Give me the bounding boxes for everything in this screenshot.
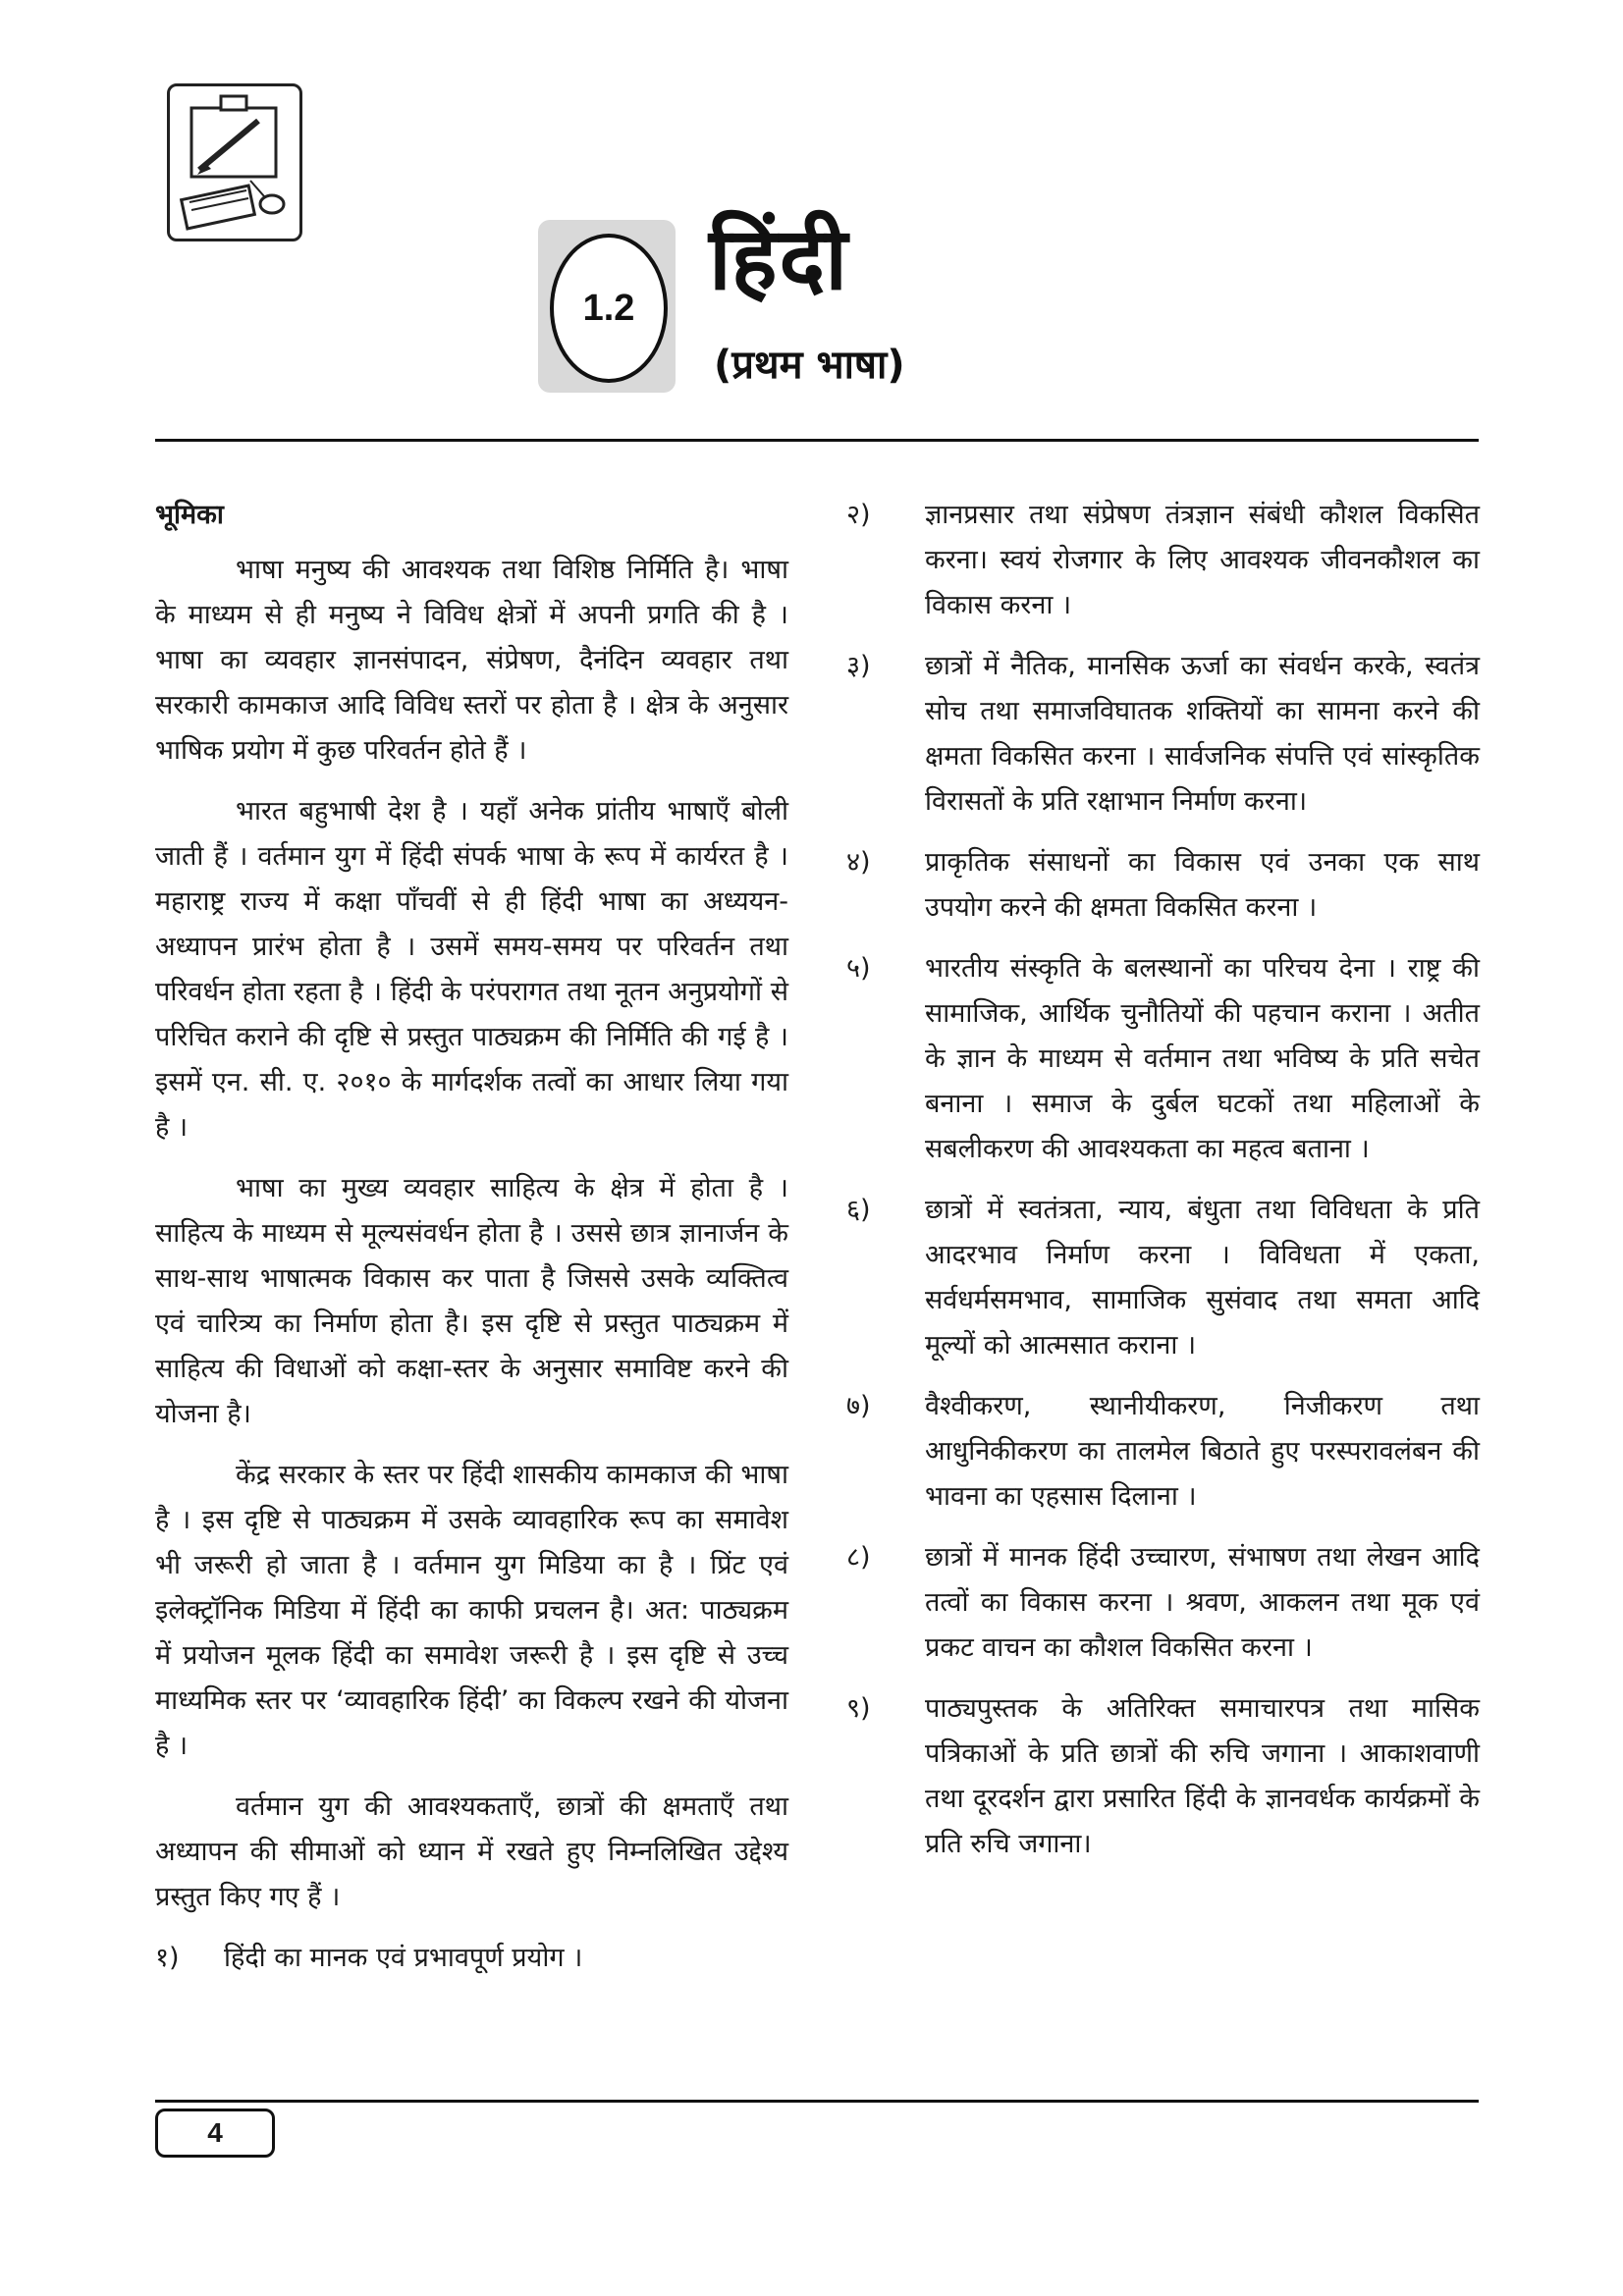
objective-number: ५) [846,953,871,984]
objective-number: १) [155,1943,180,1973]
bottom-divider [155,2100,1479,2103]
objective-text: भारतीय संस्कृति के बलस्थानों का परिचय देना । राष्ट्र की सामाजिक, आर्थिक चुनौतियों की पहचान कराना । अतीत के ज्ञान के माध्यम से वर्तमान तथा भविष्य के प्रति सचेत बनाना । समाज के दुर्बल घटकों तथा महिलाओं के सबलीकरण की आवश्यकता का महत्व बताना । [925,953,1480,1164]
objective-text: हिंदी का मानक एवं प्रभावपूर्ण प्रयोग । [224,1943,583,1973]
objective-item [846,840,1480,931]
chapter-number: 1.2 [582,287,635,329]
chapter-badge [538,220,676,393]
objective-number: ९) [846,1693,871,1724]
objective-item [846,1535,1480,1671]
left-column [155,493,788,1997]
objective-number: ४) [846,847,871,878]
chapter-circle [550,234,668,383]
page-title: हिंदी [709,208,850,309]
computer-board-icon [167,83,302,241]
objective-item [846,1188,1480,1368]
objective-text: छात्रों में नैतिक, मानसिक ऊर्जा का संवर्धन करके, स्वतंत्र सोच तथा समाजविघातक शक्तियों का सामना करने की क्षमता विकसित करना । सार्वजनिक संपत्ति एवं सांस्कृतिक विरासतों के प्रति रक्षाभान निर्माण करना। [925,651,1480,817]
objective-number: ७) [846,1391,871,1421]
page-number: 4 [207,2117,223,2148]
objective-item [846,493,1480,628]
top-divider [155,439,1479,442]
objective-item [155,1936,788,1981]
objective-text: प्राकृतिक संसाधनों का विकास एवं उनका एक साथ उपयोग करने की क्षमता विकसित करना । [925,847,1480,923]
objective-number: ८) [846,1542,871,1573]
objective-item [846,1384,1480,1520]
intro-paragraph-5: वर्तमान युग की आवश्यकताएँ, छात्रों की क्षमताएँ तथा अध्यापन की सीमाओं को ध्यान में रखते हुए निम्नलिखित उद्देश्य प्रस्तुत किए गए हैं । [155,1791,788,1912]
page-subtitle: (प्रथम भाषा) [714,343,905,388]
objective-number: ३) [846,651,871,681]
intro-paragraph-1: भाषा मनुष्य की आवश्यक तथा विशिष्ठ निर्मिति है। भाषा के माध्यम से ही मनुष्य ने विविध क्षेत्रों में अपनी प्रगति की है । भाषा का व्यवहार ज्ञानसंपादन, संप्रेषण, दैनंदिन व्यवहार तथा सरकारी कामकाज आदि विविध स्तरों पर होता है । क्षेत्र के अनुसार भाषिक प्रयोग में कुछ परिवर्तन होते हैं । [155,555,788,766]
section-heading: भूमिका [155,500,224,530]
objective-text: छात्रों में मानक हिंदी उच्चारण, संभाषण तथा लेखन आदि तत्वों का विकास करना । श्रवण, आकलन तथा मूक एवं प्रकट वाचन का कौशल विकसित करना । [925,1542,1480,1663]
intro-paragraph-2: भारत बहुभाषी देश है । यहाँ अनेक प्रांतीय भाषाएँ बोली जाती हैं । वर्तमान युग में हिंदी संपर्क भाषा के रूप में कार्यरत है । महाराष्ट्र राज्य में कक्षा पाँचवीं से ही हिंदी भाषा का अध्ययन-अध्यापन प्रारंभ होता है । उसमें समय-समय पर परिवर्तन तथा परिवर्धन होता रहता है । हिंदी के परंपरागत तथा नूतन अनुप्रयोगों से परिचित कराने की दृष्टि से प्रस्तुत पाठ्यक्रम की निर्मिति की गई है । इसमें एन. सी. ए. २०१० के मार्गदर्शक तत्वों का आधार लिया गया है । [155,796,788,1143]
objective-text: ज्ञानप्रसार तथा संप्रेषण तंत्रज्ञान संबंधी कौशल विकसित करना। स्वयं रोजगार के लिए आवश्यक जीवनकौशल का विकास करना । [925,500,1480,620]
intro-paragraph-3: भाषा का मुख्य व्यवहार साहित्य के क्षेत्र में होता है । साहित्य के माध्यम से मूल्यसंवर्धन होता है । उससे छात्र ज्ञानार्जन के साथ-साथ भाषात्मक विकास कर पाता है जिससे उसके व्यक्तित्व एवं चारित्र्य का निर्माण होता है। इस दृष्टि से प्रस्तुत पाठ्यक्रम में साहित्य की विधाओं को कक्षा-स्तर के अनुसार समाविष्ट करने की योजना है। [155,1173,788,1429]
page-number-box [155,2109,275,2158]
objective-number: २) [846,500,871,530]
right-column [846,493,1480,1883]
objective-item [846,946,1480,1172]
objective-number: ६) [846,1195,871,1225]
objective-text: छात्रों में स्वतंत्रता, न्याय, बंधुता तथा विविधता के प्रति आदरभाव निर्माण करना । विविधता में एकता, सर्वधर्मसमभाव, सामाजिक सुसंवाद तथा समता आदि मूल्यों को आत्मसात कराना । [925,1195,1480,1361]
objective-text: पाठ्यपुस्तक के अतिरिक्त समाचारपत्र तथा मासिक पत्रिकाओं के प्रति छात्रों की रुचि जगाना । आकाशवाणी तथा दूरदर्शन द्वारा प्रसारित हिंदी के ज्ञानवर्धक कार्यक्रमों के प्रति रुचि जगाना। [925,1693,1480,1859]
intro-paragraph-4: केंद्र सरकार के स्तर पर हिंदी शासकीय कामकाज की भाषा है । इस दृष्टि से पाठ्यक्रम में उसके व्यावहारिक रूप का समावेश भी जरूरी हो जाता है । वर्तमान युग मिडिया का है । प्रिंट एवं इलेक्ट्रॉनिक मिडिया में हिंदी का काफी प्रचलन है। अत: पाठ्यक्रम में प्रयोजन मूलक हिंदी का समावेश जरूरी है । इस दृष्टि से उच्च माध्यमिक स्तर पर ‘व्यावहारिक हिंदी’ का विकल्प रखने की योजना है । [155,1460,788,1761]
objective-text: वैश्वीकरण, स्थानीयीकरण, निजीकरण तथा आधुनिकीकरण का तालमेल बिठाते हुए परस्परावलंबन की भावना का एहसास दिलाना । [925,1391,1480,1512]
objective-item [846,644,1480,825]
objective-item [846,1686,1480,1867]
